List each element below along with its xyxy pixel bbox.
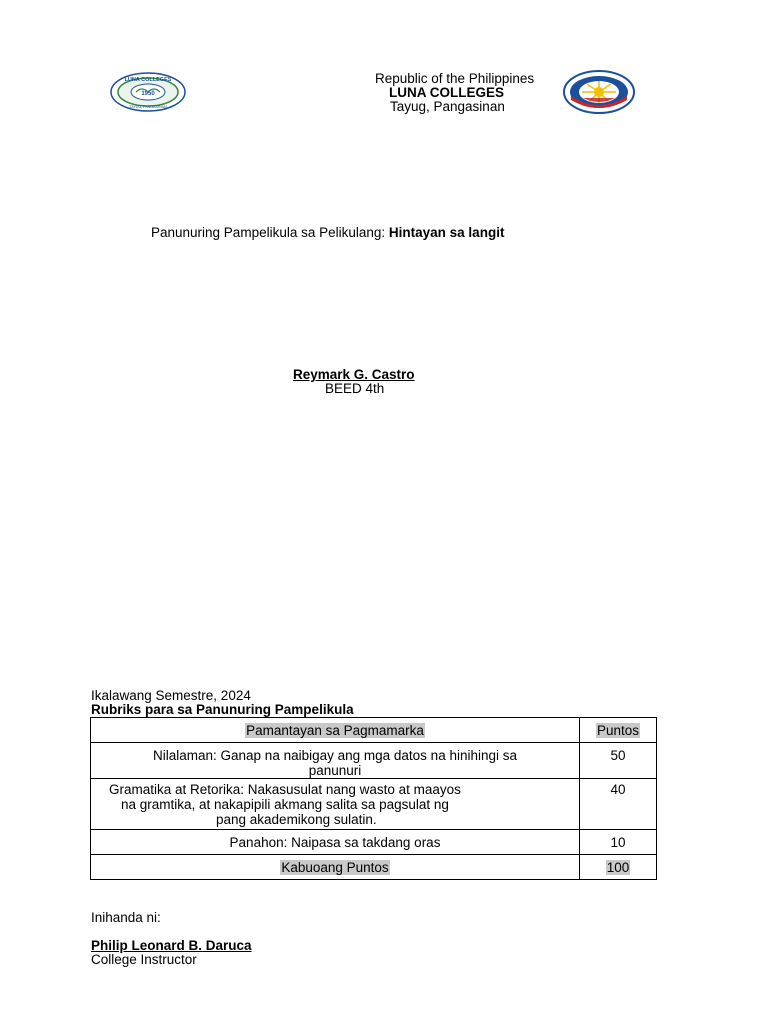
review-subject-prefix: Panunuring Pampelikula sa Pelikulang: xyxy=(151,225,389,240)
rubric-total-points: 100 xyxy=(580,855,657,880)
left-logo-year: 1950 xyxy=(141,91,155,97)
film-title: Hintayan sa langit xyxy=(388,225,505,240)
bagong-pilipinas-seal-icon xyxy=(563,70,635,114)
table-row xyxy=(91,743,657,779)
rubric-criteria-cell: Panahon: Naipasa sa takdang oras xyxy=(91,830,580,855)
rubric-points-cell: 40 xyxy=(580,779,657,830)
rubric-header-criteria: Pamantayan sa Pagmamarka xyxy=(91,718,580,743)
left-logo-text-bottom: TAYUG, PANGASINAN xyxy=(129,105,167,109)
rubric-points-cell: 10 xyxy=(580,830,657,855)
header-school-name: LUNA COLLEGES xyxy=(389,85,505,100)
author-course: BEED 4th xyxy=(325,381,385,396)
luna-colleges-seal-icon xyxy=(110,72,186,112)
table-row xyxy=(91,830,657,855)
rubric-header-points: Puntos xyxy=(580,718,657,743)
header-location: Tayug, Pangasinan xyxy=(390,99,505,114)
rubric-points-cell: 50 xyxy=(580,743,657,779)
rubric-total-label: Kabuoang Puntos xyxy=(91,855,580,880)
left-logo-text-top: LUNA COLLEGES xyxy=(124,77,172,83)
prepared-by-label: Inihanda ni: xyxy=(91,910,161,925)
instructor-name: Philip Leonard B. Daruca xyxy=(91,938,252,953)
rubric-header-row xyxy=(91,718,657,743)
rubric-criteria-cell: Nilalaman: Ganap na naibigay ang mga datos na hinihingi sa panunuri xyxy=(91,743,580,779)
instructor-position: College Instructor xyxy=(91,952,197,967)
semester: Ikalawang Semestre, 2024 xyxy=(91,688,251,703)
rubric-table xyxy=(90,717,657,880)
header-republic: Republic of the Philippines xyxy=(375,71,535,86)
rubric-total-row xyxy=(91,855,657,880)
table-row xyxy=(91,779,657,830)
rubric-title: Rubriks para sa Panunuring Pampelikula xyxy=(91,702,354,717)
rubric-criteria-cell: Gramatika at Retorika: Nakasusulat nang wasto at maayos na gramtika, at nakapipili akmang salita sa pagsulat ng pang akademikong sulatin. xyxy=(91,779,580,830)
review-subject xyxy=(151,225,504,240)
author-name: Reymark G. Castro xyxy=(293,367,415,382)
